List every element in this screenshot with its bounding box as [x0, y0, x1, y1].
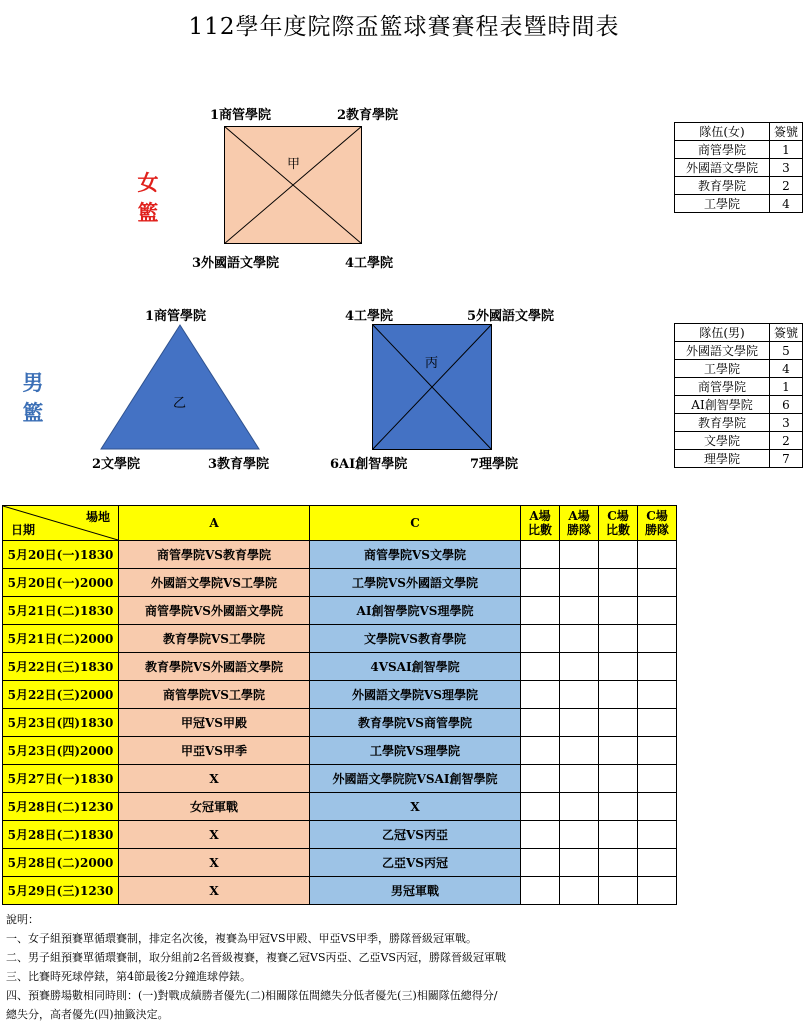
col-c-winner-header — [638, 506, 677, 541]
col-a-score-header-line2: 比數 — [527, 523, 552, 537]
court-a-score-cell — [521, 793, 560, 821]
notes-heading: 說明： — [6, 913, 39, 926]
court-c-score-cell — [599, 625, 638, 653]
schedule-date: 5月28日(二)1230 — [3, 793, 119, 821]
schedule-court-c-match: 工學院VS外國語文學院 — [310, 569, 521, 597]
men-draw-team: 商管學院 — [675, 378, 770, 396]
col-a-winner-header-line1: A場 — [568, 509, 590, 523]
col-a-score-header — [521, 506, 560, 541]
schedule-date: 5月23日(四)1830 — [3, 709, 119, 737]
court-a-winner-cell — [560, 737, 599, 765]
court-c-score-cell — [599, 569, 638, 597]
court-a-winner-cell — [560, 849, 599, 877]
schedule-court-c-match: AI創智學院VS理學院 — [310, 597, 521, 625]
court-a-winner-cell — [560, 541, 599, 569]
col-c-score-header-line1: C場 — [607, 509, 629, 523]
schedule-row — [3, 849, 677, 877]
schedule-date: 5月28日(二)2000 — [3, 849, 119, 877]
schedule-date: 5月20日(一)1830 — [3, 541, 119, 569]
court-c-score-cell — [599, 821, 638, 849]
schedule-body — [3, 541, 677, 905]
men-draw-row — [675, 414, 803, 432]
women-draw-row — [675, 195, 803, 213]
court-c-winner-cell — [638, 569, 677, 597]
schedule-row — [3, 877, 677, 905]
schedule-court-c-match: 教育學院VS商管學院 — [310, 709, 521, 737]
court-c-score-cell — [599, 849, 638, 877]
schedule-court-a-match: 女冠軍戰 — [119, 793, 310, 821]
court-c-score-cell — [599, 597, 638, 625]
court-c-winner-cell — [638, 653, 677, 681]
schedule-court-a-match: X — [119, 849, 310, 877]
schedule-court-c-match: 外國語文學院院VSAI創智學院 — [310, 765, 521, 793]
court-c-score-cell — [599, 709, 638, 737]
col-a-header: A — [119, 506, 310, 541]
court-a-score-cell — [521, 877, 560, 905]
court-c-winner-cell — [638, 709, 677, 737]
women-corner-4: 4工學院 — [345, 256, 394, 271]
men-group-b-name: 乙 — [173, 396, 187, 411]
corner-venue-label: 場地 — [85, 510, 110, 524]
court-a-score-cell — [521, 569, 560, 597]
col-a-winner-header — [560, 506, 599, 541]
court-c-winner-cell — [638, 765, 677, 793]
court-c-score-cell — [599, 681, 638, 709]
schedule-header-row — [3, 506, 677, 541]
schedule-court-a-match: 商管學院VS工學院 — [119, 681, 310, 709]
notes-section — [6, 910, 506, 1024]
men-group-c-diagram — [372, 324, 492, 450]
women-draw-team: 商管學院 — [675, 141, 770, 159]
men-draw-number: 4 — [770, 360, 803, 378]
men-square-corner-6: 6AI創智學院 — [330, 457, 408, 472]
schedule-court-c-match: 4VSAI創智學院 — [310, 653, 521, 681]
women-draw-header-team: 隊伍(女) — [675, 123, 770, 141]
women-corner-3: 3外國語文學院 — [192, 256, 280, 271]
schedule-date: 5月22日(三)1830 — [3, 653, 119, 681]
women-label-char-2: 籃 — [137, 200, 159, 225]
women-draw-number: 4 — [770, 195, 803, 213]
court-c-score-cell — [599, 793, 638, 821]
court-c-winner-cell — [638, 849, 677, 877]
court-a-winner-cell — [560, 653, 599, 681]
men-square-corner-5: 5外國語文學院 — [467, 309, 555, 324]
schedule-corner-cell — [3, 506, 119, 541]
schedule-row — [3, 681, 677, 709]
note-line: 四、預賽勝場數相同時則：(一)對戰成績勝者優先(二)相關隊伍間總失分低者優先(三)相關隊伍總得分/ — [6, 989, 498, 1002]
col-c-score-header — [599, 506, 638, 541]
court-a-winner-cell — [560, 765, 599, 793]
col-a-winner-header-line2: 勝隊 — [566, 523, 591, 537]
women-draw-header — [675, 123, 803, 141]
schedule-row — [3, 597, 677, 625]
schedule-row — [3, 569, 677, 597]
men-draw-number: 7 — [770, 450, 803, 468]
men-label — [20, 368, 46, 428]
women-draw-number: 3 — [770, 159, 803, 177]
schedule-date: 5月27日(一)1830 — [3, 765, 119, 793]
schedule-row — [3, 765, 677, 793]
women-draw-table — [674, 122, 803, 213]
note-line: 總失分，高者優先(四)抽籤決定。 — [6, 1008, 169, 1021]
court-a-winner-cell — [560, 821, 599, 849]
schedule-court-a-match: X — [119, 765, 310, 793]
men-triangle-corner-1: 1商管學院 — [145, 309, 207, 324]
men-draw-row — [675, 342, 803, 360]
court-a-score-cell — [521, 541, 560, 569]
women-draw-row — [675, 159, 803, 177]
schedule-row — [3, 737, 677, 765]
court-a-score-cell — [521, 737, 560, 765]
women-label-char-1: 女 — [137, 170, 159, 195]
court-c-winner-cell — [638, 597, 677, 625]
court-a-score-cell — [521, 849, 560, 877]
schedule-table — [2, 505, 677, 905]
schedule-date: 5月29日(三)1230 — [3, 877, 119, 905]
men-draw-row — [675, 360, 803, 378]
schedule-court-a-match: 商管學院VS外國語文學院 — [119, 597, 310, 625]
men-draw-team: 文學院 — [675, 432, 770, 450]
schedule-row — [3, 541, 677, 569]
schedule-court-a-match: 商管學院VS教育學院 — [119, 541, 310, 569]
court-a-score-cell — [521, 653, 560, 681]
men-triangle-corner-2: 2文學院 — [92, 457, 141, 472]
court-c-score-cell — [599, 765, 638, 793]
women-group-diagram — [224, 126, 362, 244]
schedule-row — [3, 821, 677, 849]
schedule-court-a-match: X — [119, 877, 310, 905]
court-c-winner-cell — [638, 793, 677, 821]
men-draw-number: 2 — [770, 432, 803, 450]
women-draw-number: 1 — [770, 141, 803, 159]
women-group-name: 甲 — [287, 157, 301, 172]
men-draw-team: AI創智學院 — [675, 396, 770, 414]
women-draw-header-number: 簽號 — [770, 123, 803, 141]
schedule-row — [3, 793, 677, 821]
men-triangle-corner-3: 3教育學院 — [208, 457, 270, 472]
col-c-winner-header-line1: C場 — [646, 509, 668, 523]
schedule-date: 5月21日(二)1830 — [3, 597, 119, 625]
men-draw-header-team: 隊伍(男) — [675, 324, 770, 342]
schedule-court-c-match: X — [310, 793, 521, 821]
court-a-score-cell — [521, 597, 560, 625]
schedule-date: 5月28日(二)1830 — [3, 821, 119, 849]
men-draw-team: 外國語文學院 — [675, 342, 770, 360]
note-line: 三、比賽時死球停錶，第4節最後2分鐘進球停錶。 — [6, 970, 251, 983]
men-square-corner-7: 7理學院 — [470, 457, 519, 472]
women-draw-row — [675, 177, 803, 195]
schedule-court-c-match: 文學院VS教育學院 — [310, 625, 521, 653]
men-draw-table — [674, 323, 803, 468]
court-a-winner-cell — [560, 709, 599, 737]
schedule-date: 5月20日(一)2000 — [3, 569, 119, 597]
schedule-court-c-match: 外國語文學院VS理學院 — [310, 681, 521, 709]
court-c-winner-cell — [638, 541, 677, 569]
court-a-winner-cell — [560, 625, 599, 653]
note-line: 一、女子組預賽單循環賽制，排定名次後，複賽為甲冠VS甲殿、甲亞VS甲季，勝隊晉級冠軍戰。 — [6, 932, 477, 945]
men-group-b-triangle — [100, 324, 260, 450]
men-draw-row — [675, 396, 803, 414]
court-c-score-cell — [599, 653, 638, 681]
court-a-score-cell — [521, 625, 560, 653]
schedule-court-a-match: 甲亞VS甲季 — [119, 737, 310, 765]
court-a-winner-cell — [560, 681, 599, 709]
court-c-winner-cell — [638, 737, 677, 765]
women-draw-row — [675, 141, 803, 159]
schedule-court-a-match: 外國語文學院VS工學院 — [119, 569, 310, 597]
col-a-score-header-line1: A場 — [529, 509, 551, 523]
court-a-winner-cell — [560, 569, 599, 597]
note-line: 二、男子組預賽單循環賽制，取分組前2名晉級複賽，複賽乙冠VS丙亞、乙亞VS丙冠，勝隊晉級冠軍戰 — [6, 951, 506, 964]
schedule-court-c-match: 工學院VS理學院 — [310, 737, 521, 765]
schedule-court-a-match: 甲冠VS甲殿 — [119, 709, 310, 737]
schedule-court-c-match: 男冠軍戰 — [310, 877, 521, 905]
women-corner-2: 2教育學院 — [337, 108, 399, 123]
schedule-court-a-match: 教育學院VS工學院 — [119, 625, 310, 653]
schedule-court-c-match: 乙亞VS丙冠 — [310, 849, 521, 877]
court-c-winner-cell — [638, 877, 677, 905]
schedule-court-a-match: 教育學院VS外國語文學院 — [119, 653, 310, 681]
schedule-row — [3, 653, 677, 681]
schedule-date: 5月23日(四)2000 — [3, 737, 119, 765]
schedule-row — [3, 625, 677, 653]
schedule-date: 5月22日(三)2000 — [3, 681, 119, 709]
men-label-char-2: 籃 — [22, 400, 44, 425]
col-c-winner-header-line2: 勝隊 — [644, 523, 669, 537]
court-a-winner-cell — [560, 877, 599, 905]
col-c-score-header-line2: 比數 — [605, 523, 630, 537]
men-draw-team: 理學院 — [675, 450, 770, 468]
men-group-c-name: 丙 — [425, 356, 439, 371]
men-square-corner-4: 4工學院 — [345, 309, 394, 324]
men-draw-row — [675, 450, 803, 468]
men-draw-number: 5 — [770, 342, 803, 360]
men-draw-team: 教育學院 — [675, 414, 770, 432]
court-a-winner-cell — [560, 597, 599, 625]
court-a-score-cell — [521, 821, 560, 849]
women-corner-1: 1商管學院 — [210, 108, 272, 123]
court-c-score-cell — [599, 737, 638, 765]
schedule-court-a-match: X — [119, 821, 310, 849]
schedule-row — [3, 709, 677, 737]
court-c-score-cell — [599, 541, 638, 569]
court-a-winner-cell — [560, 793, 599, 821]
men-draw-row — [675, 432, 803, 450]
men-triangle-shape — [101, 325, 259, 449]
men-label-char-1: 男 — [22, 370, 44, 395]
men-draw-team: 工學院 — [675, 360, 770, 378]
schedule-date: 5月21日(二)2000 — [3, 625, 119, 653]
court-c-winner-cell — [638, 821, 677, 849]
men-draw-number: 1 — [770, 378, 803, 396]
court-c-winner-cell — [638, 681, 677, 709]
court-c-winner-cell — [638, 625, 677, 653]
men-draw-header-number: 簽號 — [770, 324, 803, 342]
court-a-score-cell — [521, 765, 560, 793]
men-draw-row — [675, 378, 803, 396]
women-label — [135, 168, 161, 228]
court-a-score-cell — [521, 709, 560, 737]
schedule-court-c-match: 商管學院VS文學院 — [310, 541, 521, 569]
page-title: 112學年度院際盃籃球賽賽程表暨時間表 — [188, 14, 620, 40]
women-draw-team: 外國語文學院 — [675, 159, 770, 177]
col-c-header: C — [310, 506, 521, 541]
women-draw-team: 工學院 — [675, 195, 770, 213]
men-draw-number: 3 — [770, 414, 803, 432]
women-draw-number: 2 — [770, 177, 803, 195]
court-c-score-cell — [599, 877, 638, 905]
women-draw-team: 教育學院 — [675, 177, 770, 195]
corner-date-label: 日期 — [11, 523, 36, 537]
schedule-court-c-match: 乙冠VS丙亞 — [310, 821, 521, 849]
court-a-score-cell — [521, 681, 560, 709]
men-draw-number: 6 — [770, 396, 803, 414]
men-draw-header — [675, 324, 803, 342]
